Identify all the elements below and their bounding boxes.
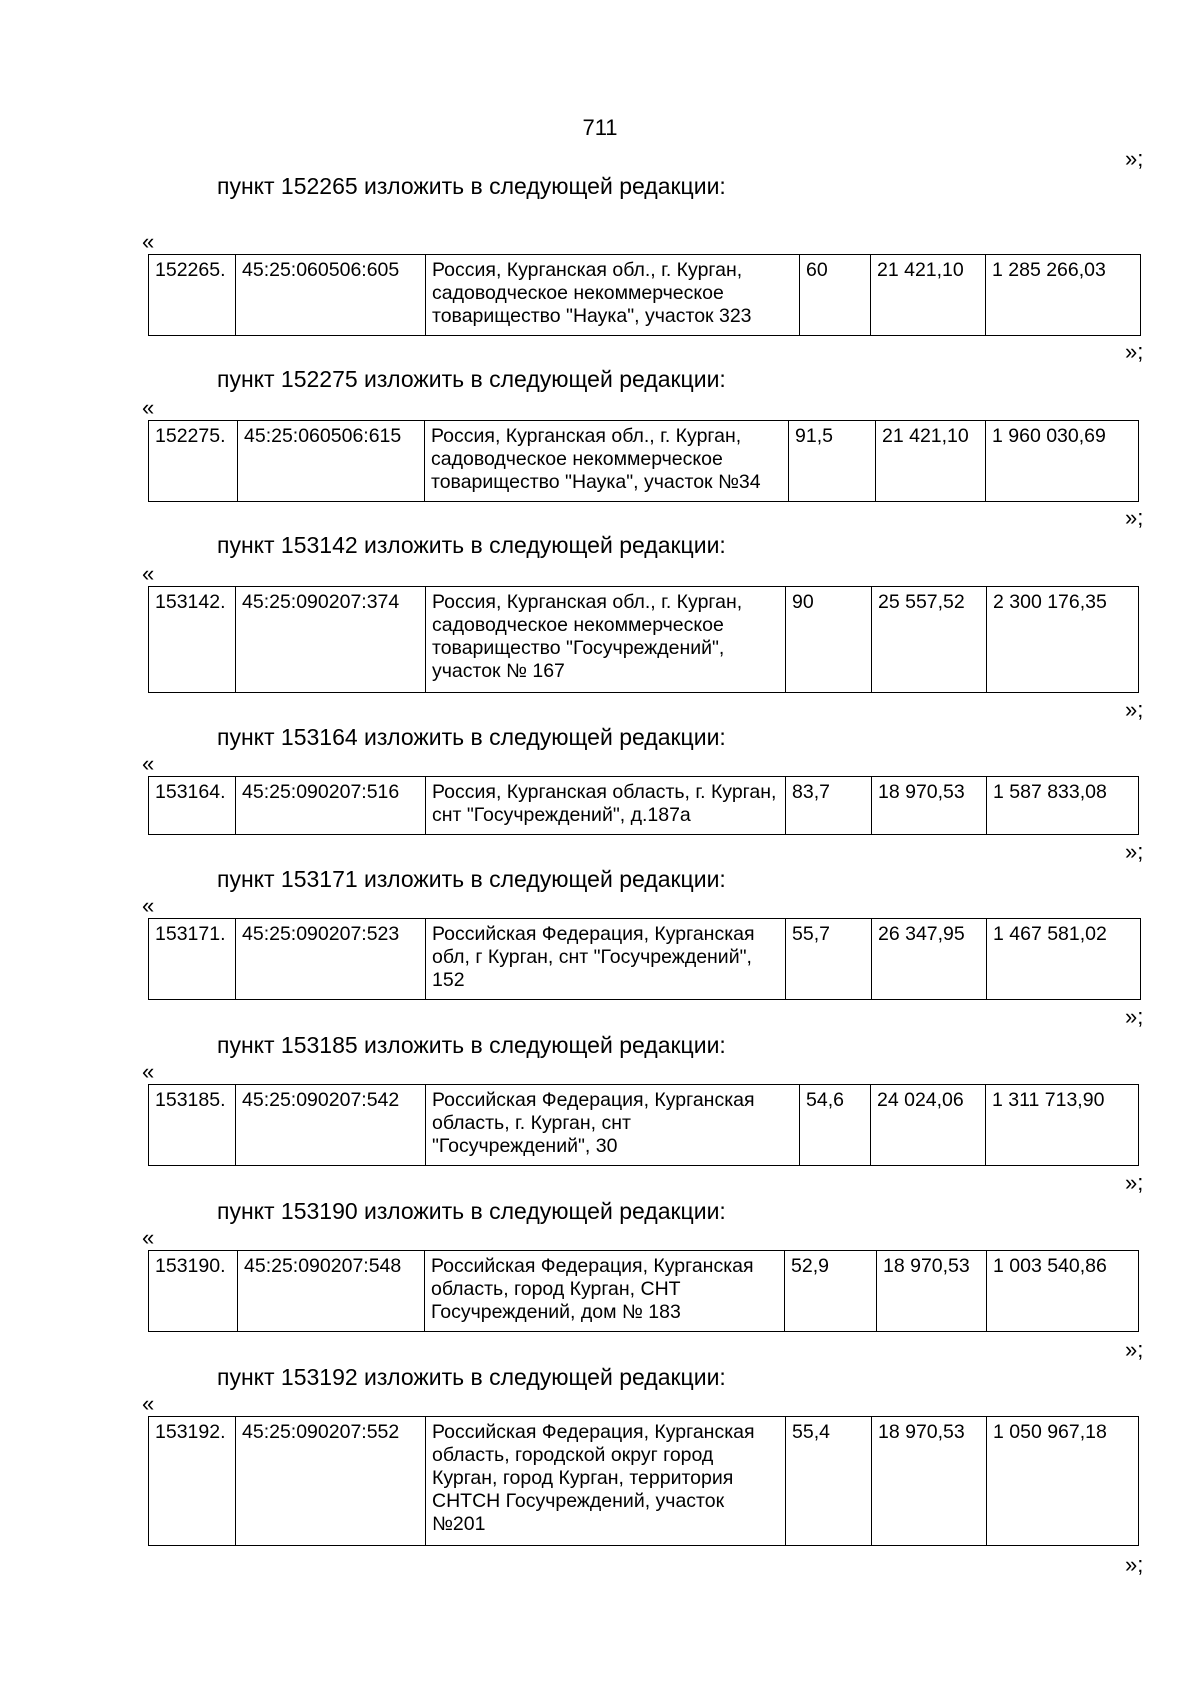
entry-table — [148, 420, 1139, 502]
amendment-instruction: пункт 153164 изложить в следующей редакции: — [217, 724, 726, 750]
address: Российская Федерация, Курганская область, г. Курган, снт "Госучреждений", 30 — [426, 1085, 800, 1166]
cadastral-number: 45:25:090207:516 — [236, 777, 426, 835]
total-value: 1 587 833,08 — [987, 777, 1139, 835]
amendment-instruction: пункт 152265 изложить в следующей редакции: — [217, 173, 726, 199]
unit-value: 18 970,53 — [877, 1251, 987, 1332]
closing-quote: »; — [1125, 839, 1144, 864]
address: Россия, Курганская область, г. Курган, снт "Госучреждений", д.187а — [426, 777, 786, 835]
table-row — [149, 1085, 1139, 1166]
total-value: 1 960 030,69 — [986, 421, 1139, 502]
opening-quote: « — [142, 229, 155, 254]
amendment-instruction: пункт 153190 изложить в следующей редакции: — [217, 1198, 726, 1224]
area: 60 — [800, 255, 871, 336]
entry-number: 153171. — [149, 919, 236, 1000]
entry-number: 153142. — [149, 587, 236, 693]
cadastral-number: 45:25:090207:542 — [236, 1085, 426, 1166]
cadastral-number: 45:25:090207:552 — [236, 1417, 426, 1546]
address: Российская Федерация, Курганская область, городской округ город Курган, город Курган, территория СНТСН Госучреждений, участок №201 — [426, 1417, 786, 1546]
unit-value: 24 024,06 — [871, 1085, 986, 1166]
area: 91,5 — [789, 421, 876, 502]
area: 54,6 — [800, 1085, 871, 1166]
closing-quote: »; — [1125, 1552, 1144, 1577]
amendment-instruction: пункт 153185 изложить в следующей редакции: — [217, 1032, 726, 1058]
area: 55,7 — [786, 919, 872, 1000]
total-value: 1 050 967,18 — [987, 1417, 1139, 1546]
amendment-instruction: пункт 153192 изложить в следующей редакции: — [217, 1364, 726, 1390]
unit-value: 18 970,53 — [872, 777, 987, 835]
total-value: 1 311 713,90 — [986, 1085, 1139, 1166]
area: 90 — [786, 587, 872, 693]
total-value: 1 285 266,03 — [986, 255, 1141, 336]
entry-number: 153185. — [149, 1085, 236, 1166]
address: Россия, Курганская обл., г. Курган, садоводческое некоммерческое товарищество "Наука", участок 323 — [426, 255, 800, 336]
cadastral-number: 45:25:060506:605 — [236, 255, 426, 336]
entry-table — [148, 776, 1139, 835]
entry-table — [148, 254, 1141, 336]
closing-quote: »; — [1125, 1170, 1144, 1195]
closing-quote: »; — [1125, 1337, 1144, 1362]
table-row — [149, 919, 1141, 1000]
opening-quote: « — [142, 561, 155, 586]
opening-quote: « — [142, 1059, 155, 1084]
entry-number: 152275. — [149, 421, 238, 502]
opening-quote: « — [142, 751, 155, 776]
entry-number: 153164. — [149, 777, 236, 835]
cadastral-number: 45:25:090207:523 — [236, 919, 426, 1000]
total-value: 1 003 540,86 — [987, 1251, 1139, 1332]
page-number: 711 — [582, 115, 618, 140]
total-value: 1 467 581,02 — [987, 919, 1141, 1000]
area: 52,9 — [785, 1251, 877, 1332]
amendment-instruction: пункт 153142 изложить в следующей редакции: — [217, 532, 726, 558]
address: Россия, Курганская обл., г. Курган, садоводческое некоммерческое товарищество "Госучреждений", участок № 167 — [426, 587, 786, 693]
closing-quote: »; — [1125, 146, 1144, 171]
area: 83,7 — [786, 777, 872, 835]
address: Россия, Курганская обл., г. Курган, садоводческое некоммерческое товарищество "Наука", участок №34 — [425, 421, 789, 502]
total-value: 2 300 176,35 — [987, 587, 1139, 693]
amendment-instruction: пункт 152275 изложить в следующей редакции: — [217, 366, 726, 392]
address: Российская Федерация, Курганская обл, г Курган, снт "Госучреждений", 152 — [426, 919, 786, 1000]
unit-value: 21 421,10 — [876, 421, 986, 502]
entry-table — [148, 918, 1141, 1000]
opening-quote: « — [142, 1225, 155, 1250]
address: Российская Федерация, Курганская область, город Курган, СНТ Госучреждений, дом № 183 — [425, 1251, 785, 1332]
opening-quote: « — [142, 893, 155, 918]
table-row — [149, 587, 1139, 693]
entry-table — [148, 1084, 1139, 1166]
cadastral-number: 45:25:090207:374 — [236, 587, 426, 693]
unit-value: 18 970,53 — [872, 1417, 987, 1546]
table-row — [149, 1417, 1139, 1546]
cadastral-number: 45:25:060506:615 — [238, 421, 425, 502]
amendment-instruction: пункт 153171 изложить в следующей редакции: — [217, 866, 726, 892]
cadastral-number: 45:25:090207:548 — [238, 1251, 425, 1332]
unit-value: 26 347,95 — [872, 919, 987, 1000]
unit-value: 21 421,10 — [871, 255, 986, 336]
area: 55,4 — [786, 1417, 872, 1546]
closing-quote: »; — [1125, 697, 1144, 722]
table-row — [149, 777, 1139, 835]
closing-quote: »; — [1125, 339, 1144, 364]
table-row — [149, 1251, 1139, 1332]
entry-number: 152265. — [149, 255, 236, 336]
entry-table — [148, 1416, 1139, 1546]
closing-quote: »; — [1125, 1004, 1144, 1029]
opening-quote: « — [142, 395, 155, 420]
opening-quote: « — [142, 1391, 155, 1416]
table-row — [149, 255, 1141, 336]
entry-number: 153190. — [149, 1251, 238, 1332]
entry-table — [148, 586, 1139, 693]
closing-quote: »; — [1125, 505, 1144, 530]
entry-table — [148, 1250, 1139, 1332]
unit-value: 25 557,52 — [872, 587, 987, 693]
entry-number: 153192. — [149, 1417, 236, 1546]
table-row — [149, 421, 1139, 502]
